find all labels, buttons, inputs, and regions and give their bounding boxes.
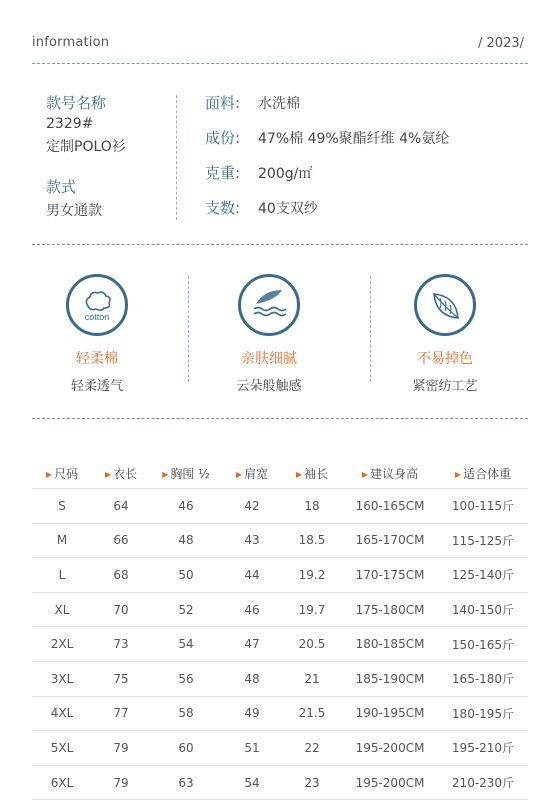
table-cell: 195-200CM [342,765,438,800]
table-cell: 46 [222,592,282,627]
table-header-row [32,458,528,489]
table-cell: 47 [222,627,282,662]
table-cell: 43 [222,523,282,558]
table-cell: 18.5 [282,523,342,558]
column-header: ▶ 尺码 [45,466,79,481]
table-cell: 60 [150,731,222,766]
table-cell: S [32,489,92,524]
table-top-divider [32,418,528,419]
spec-key: 克重: [205,164,241,182]
spec-value: 200g/㎡ [258,166,313,182]
info-divider [176,95,177,220]
table-row [32,661,528,696]
feature-colorfast [370,274,520,394]
column-header: ▶ 适合体重 [454,466,512,481]
table-cell: 73 [92,627,150,662]
feature-title: 轻柔棉 [76,351,118,367]
feature-divider [188,276,189,382]
table-cell: 115-125斤 [438,523,528,558]
table-cell: 51 [222,731,282,766]
table-row [32,731,528,766]
table-cell: 77 [92,696,150,731]
table-cell: 56 [150,661,222,696]
table-cell: 18 [282,489,342,524]
table-cell: 68 [92,558,150,593]
feature-subtitle: 云朵般触感 [236,379,302,394]
year-label: / 2023/ [478,36,524,51]
table-cell: 190-195CM [342,696,438,731]
table-cell: 20.5 [282,627,342,662]
model-code: 2329# [46,116,94,132]
column-header: ▶ 肩宽 [235,466,269,481]
table-cell: 185-190CM [342,661,438,696]
spec-key: 支数: [205,199,241,217]
table-cell: 165-170CM [342,523,438,558]
table-cell: 66 [92,523,150,558]
table-cell: M [32,523,92,558]
table-cell: 64 [92,489,150,524]
column-header: ▶ 胸围 ½ [162,466,210,481]
table-cell: 19.2 [282,558,342,593]
feature-title: 不易掉色 [417,351,473,367]
table-cell: 140-150斤 [438,592,528,627]
table-cell: 210-230斤 [438,765,528,800]
feather-wave-icon [238,274,300,336]
table-cell: 21 [282,661,342,696]
table-cell: 195-210斤 [438,731,528,766]
table-cell: 5XL [32,731,92,766]
mid-divider [32,244,528,245]
table-cell: 58 [150,696,222,731]
leaf-icon [414,274,476,336]
table-row [32,696,528,731]
table-cell: 150-165斤 [438,627,528,662]
table-cell: 180-185CM [342,627,438,662]
cotton-icon [66,274,128,336]
triangle-bullet-icon: ▶ [454,469,462,479]
table-cell: XL [32,592,92,627]
table-cell: 4XL [32,696,92,731]
table-cell: 54 [150,627,222,662]
table-row [32,627,528,662]
feature-skin [194,274,344,394]
table-cell: 44 [222,558,282,593]
table-row [32,523,528,558]
triangle-bullet-icon: ▶ [361,469,369,479]
table-cell: 125-140斤 [438,558,528,593]
triangle-bullet-icon: ▶ [162,469,169,479]
cotton-icon-label: cotton [84,312,110,322]
table-cell: 3XL [32,661,92,696]
triangle-bullet-icon: ▶ [235,469,243,479]
triangle-bullet-icon: ▶ [45,469,53,479]
table-cell: 75 [92,661,150,696]
style-value: 男女通款 [46,203,102,219]
spec-value: 水洗棉 [258,96,300,112]
spec-value: 47%棉 49%聚酯纤维 4%氨纶 [258,131,450,147]
model-label: 款号名称 [46,94,107,112]
spec-row [205,127,240,148]
model-name: 定制POLO衫 [46,139,126,155]
table-cell: 49 [222,696,282,731]
table-cell: 42 [222,489,282,524]
table-cell: 63 [150,765,222,800]
spec-key: 面料: [205,94,241,112]
table-row [32,765,528,800]
table-cell: 165-180斤 [438,661,528,696]
table-cell: 50 [150,558,222,593]
table-cell: 180-195斤 [438,696,528,731]
feature-cotton [22,274,172,394]
spec-row [205,197,240,218]
table-cell: 70 [92,592,150,627]
table-cell: 2XL [32,627,92,662]
table-row [32,558,528,593]
table-cell: 79 [92,765,150,800]
table-cell: 175-180CM [342,592,438,627]
table-cell: 100-115斤 [438,489,528,524]
table-cell: 6XL [32,765,92,800]
table-row [32,592,528,627]
column-header: ▶ 建议身高 [361,466,419,481]
size-table [32,458,528,800]
table-cell: L [32,558,92,593]
style-label: 款式 [46,178,77,196]
table-cell: 19.7 [282,592,342,627]
table-cell: 79 [92,731,150,766]
column-header: ▶ 衣长 [104,466,138,481]
table-cell: 21.5 [282,696,342,731]
table-cell: 22 [282,731,342,766]
spec-row [205,162,240,183]
table-row [32,489,528,524]
table-cell: 23 [282,765,342,800]
brand-label: information [32,35,110,50]
feature-subtitle: 紧密纺工艺 [412,379,478,394]
spec-row [205,92,240,113]
table-cell: 195-200CM [342,731,438,766]
feature-title: 亲肤细腻 [241,351,297,367]
triangle-bullet-icon: ▶ [295,469,303,479]
table-cell: 48 [222,661,282,696]
table-cell: 48 [150,523,222,558]
triangle-bullet-icon: ▶ [104,469,112,479]
top-divider [32,63,528,64]
table-cell: 160-165CM [342,489,438,524]
spec-value: 40支双纱 [258,201,318,217]
spec-key: 成份: [205,129,241,147]
table-cell: 52 [150,592,222,627]
table-cell: 54 [222,765,282,800]
column-header: ▶ 袖长 [295,466,329,481]
table-cell: 46 [150,489,222,524]
feature-subtitle: 轻柔透气 [70,379,123,394]
table-cell: 170-175CM [342,558,438,593]
